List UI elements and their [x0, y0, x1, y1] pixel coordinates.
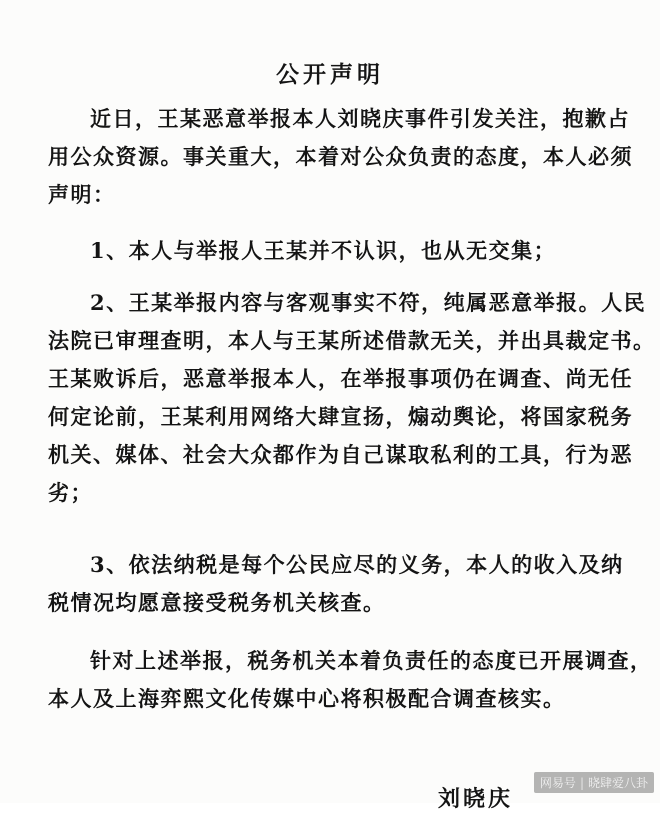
text-line: 声明： — [48, 182, 116, 207]
paragraph-point-3 — [48, 546, 624, 622]
text-line: 1、本人与举报人王某并不认识，也从无交集； — [90, 238, 557, 263]
text-line: 王某败诉后，恶意举报本人，在举报事项仍在调查、尚无任 — [48, 366, 633, 391]
signature: 刘晓庆 — [438, 786, 514, 812]
document-title: 公开声明 — [276, 61, 384, 88]
text-line: 机关、媒体、社会大众都作为自己谋取私利的工具，行为恶 — [48, 442, 633, 467]
text-line: 税情况均愿意接受税务机关核查。 — [48, 590, 386, 615]
source-watermark — [534, 772, 654, 793]
text-line: 用公众资源。事关重大，本着对公众负责的态度，本人必须 — [48, 144, 633, 169]
text-line: 近日，王某恶意举报本人刘晓庆事件引发关注，抱歉占 — [90, 106, 630, 131]
paragraph-point-2 — [48, 284, 656, 512]
text-line: 劣； — [48, 480, 93, 505]
text-line: 法院已审理查明，本人与王某所述借款无关，并出具裁定书。 — [48, 328, 656, 353]
text-line: 3、依法纳税是每个公民应尽的义务，本人的收入及纳 — [90, 552, 624, 577]
text-line: 2、王某举报内容与客观事实不符，纯属恶意举报。人民 — [90, 290, 647, 315]
paragraph-intro — [48, 100, 633, 214]
watermark-source: 网易号 — [539, 776, 576, 790]
paragraph-point-1 — [48, 232, 616, 270]
watermark-separator: | — [579, 776, 584, 790]
text-line: 何定论前，王某利用网络大肆宣扬，煽动舆论，将国家税务 — [48, 404, 633, 429]
paragraph-closing — [48, 642, 653, 718]
text-line: 本人及上海弈熙文化传媒中心将积极配合调查核实。 — [48, 686, 566, 711]
text-line: 针对上述举报，税务机关本着负责任的态度已开展调查， — [90, 648, 653, 673]
watermark-author: 晓肆爱八卦 — [587, 776, 648, 790]
